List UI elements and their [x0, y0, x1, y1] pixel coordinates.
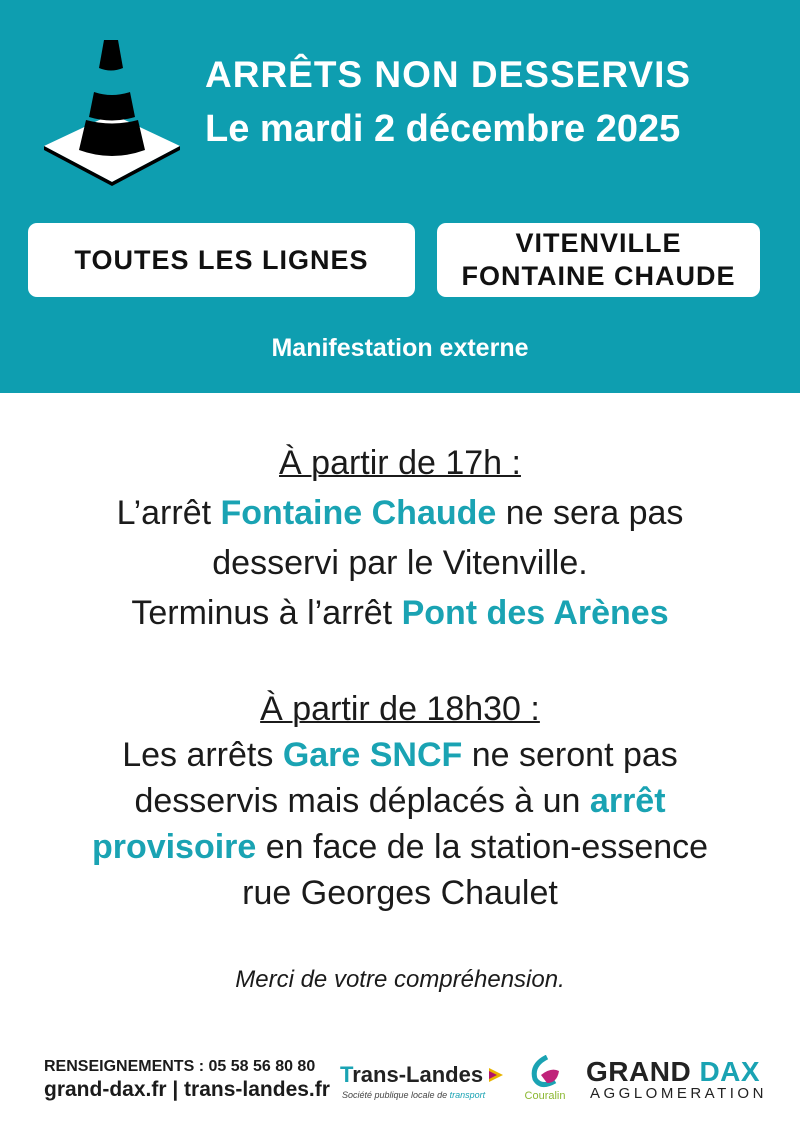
text: Les arrêts [122, 736, 283, 774]
stop-name: Gare SNCF [282, 736, 463, 774]
trans-landes-logo: Trans-Landes [340, 1062, 503, 1088]
grand-dax-subtitle: AGGLOMERATION [590, 1085, 767, 1102]
text: Terminus à l’arrêt [131, 594, 402, 632]
text: L’arrêt [116, 494, 221, 532]
route-stop: FONTAINE CHAUDE [461, 261, 736, 291]
trans-landes-tagline: Société publique locale de transport [342, 1090, 486, 1100]
info-phone: RENSEIGNEMENTS : 05 58 56 80 80 [44, 1058, 316, 1075]
text: ne seront pas [462, 736, 678, 774]
page-title: ARRÊTS NON DESSERVIS [205, 54, 692, 95]
highlight: provisoire [91, 828, 257, 866]
section-heading: À partir de 17h : [279, 444, 521, 482]
text: ne sera pas [496, 494, 684, 532]
lines-box [28, 223, 415, 297]
grand-dax-logo: GRAND DAX [586, 1056, 761, 1087]
couralin-logo: Couralin [520, 1055, 570, 1102]
header-banner [0, 0, 800, 393]
text: rue Georges Chaulet [242, 874, 558, 912]
section-heading: À partir de 18h30 : [260, 690, 540, 728]
arrow-icon [489, 1068, 503, 1082]
stop-name: Pont des Arènes [401, 594, 669, 632]
date: Le mardi 2 décembre 2025 [205, 108, 681, 150]
highlight: arrêt [589, 782, 666, 820]
text: desservi par le Vitenville. [212, 544, 588, 582]
route-line: VITENVILLE [515, 228, 682, 258]
couralin-icon [527, 1055, 563, 1089]
section-17h [0, 438, 800, 638]
thanks: Merci de votre compréhension. [235, 966, 565, 993]
reason: Manifestation externe [271, 334, 529, 362]
stop-name: Fontaine Chaude [220, 494, 497, 532]
lines-label: TOUTES LES LIGNES [74, 244, 369, 275]
route-box [437, 223, 760, 297]
section-18h30 [0, 686, 800, 916]
traffic-cone-icon [42, 36, 182, 186]
text: en face de la station-essence [256, 828, 709, 866]
text: desservis mais déplacés à un [134, 782, 590, 820]
websites: grand-dax.fr | trans-landes.fr [44, 1078, 330, 1101]
